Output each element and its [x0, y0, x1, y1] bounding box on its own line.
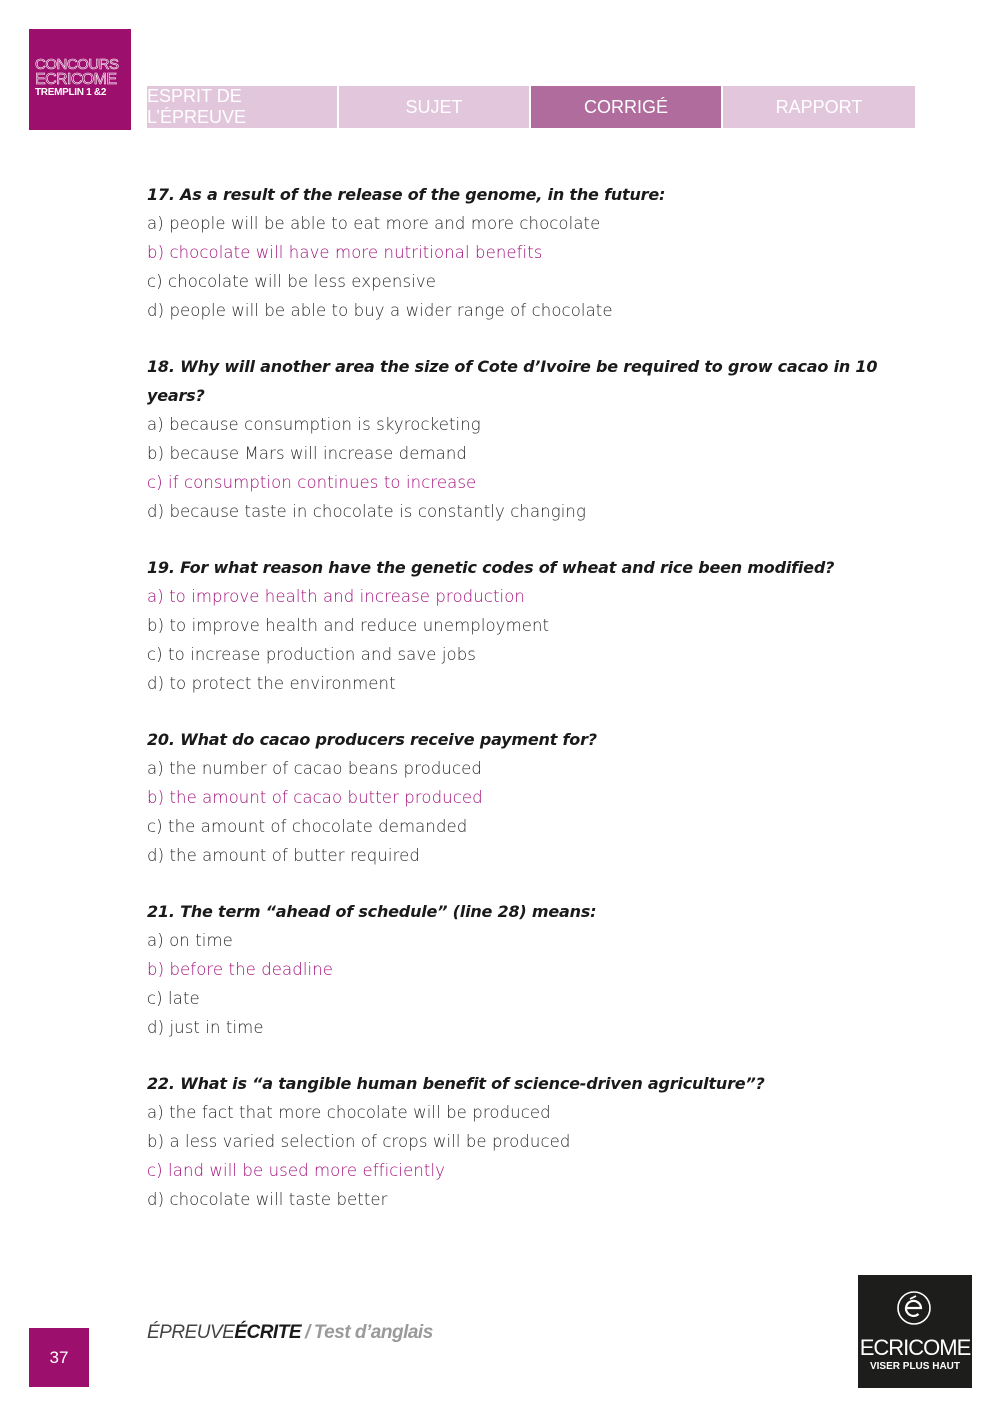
- answer-option: c) to increase production and save jobs: [147, 645, 477, 664]
- question-title: 19. For what reason have the genetic codes of wheat and rice been modified?: [147, 558, 835, 577]
- answer-option: a) on time: [147, 931, 233, 950]
- answer-option: d) just in time: [147, 1018, 264, 1037]
- question-title: 17. As a result of the release of the genome, in the future:: [147, 185, 666, 204]
- question-block: [147, 1069, 907, 1214]
- answer-option: c) the amount of chocolate demanded: [147, 817, 468, 836]
- question-block: [147, 553, 907, 698]
- answer-option-correct: c) if consumption continues to increase: [147, 473, 477, 492]
- logo-line-concours: CONCOURS: [35, 56, 119, 73]
- tab-corrige[interactable]: CORRIGÉ: [531, 86, 721, 128]
- answer-option: a) the fact that more chocolate will be produced: [147, 1103, 551, 1122]
- answer-option-correct: b) chocolate will have more nutritional benefits: [147, 243, 543, 262]
- brand-tagline: VISER PLUS HAUT: [869, 1361, 960, 1372]
- question-title: 22. What is “a tangible human benefit of science-driven agriculture”?: [147, 1074, 765, 1093]
- answer-option: d) people will be able to buy a wider range of chocolate: [147, 301, 613, 320]
- answer-option-correct: c) land will be used more efficiently: [147, 1161, 446, 1180]
- logo-line-tremplin: TREMPLIN 1 &2: [35, 87, 107, 98]
- answer-option: c) late: [147, 989, 200, 1008]
- concours-ecricome-logo: [29, 29, 131, 130]
- answer-option-correct: b) the amount of cacao butter produced: [147, 788, 483, 807]
- page-number: 37: [29, 1328, 89, 1387]
- answer-option: d) to protect the environment: [147, 674, 396, 693]
- brand-name: ECRICOME: [859, 1335, 971, 1360]
- footer-epreuve: ÉPREUVE: [147, 1322, 235, 1343]
- footer-subject: Test d’anglais: [313, 1322, 433, 1343]
- section-tabs: [147, 86, 915, 128]
- answer-option: d) the amount of butter required: [147, 846, 420, 865]
- answer-option: b) to improve health and reduce unemployment: [147, 616, 550, 635]
- answer-option: d) because taste in chocolate is constantly changing: [147, 502, 586, 521]
- answer-option: b) a less varied selection of crops will be produced: [147, 1132, 571, 1151]
- tab-rapport[interactable]: RAPPORT: [723, 86, 915, 128]
- tab-esprit-de-l-epreuve[interactable]: ESPRIT DE L’ÉPREUVE: [147, 86, 337, 128]
- logo-line-ecricome: ECRICOME: [35, 71, 117, 88]
- questions-list: [147, 180, 907, 1241]
- footer-slash: /: [305, 1322, 310, 1343]
- question-block: [147, 180, 907, 325]
- question-title: 20. What do cacao producers receive payment for?: [147, 730, 597, 749]
- ecricome-brand-logo: [858, 1275, 972, 1388]
- ecricome-e-icon: [896, 1290, 932, 1326]
- answer-option: b) because Mars will increase demand: [147, 444, 468, 463]
- question-block: [147, 352, 907, 526]
- answer-option: c) chocolate will be less expensive: [147, 272, 436, 291]
- answer-option-correct: b) before the deadline: [147, 960, 334, 979]
- question-title: 21. The term “ahead of schedule” (line 28) means:: [147, 902, 597, 921]
- answer-option: a) the number of cacao beans produced: [147, 759, 482, 778]
- question-title: 18. Why will another area the size of Cote d’Ivoire be required to grow cacao in 10 years?: [147, 357, 878, 405]
- answer-option-correct: a) to improve health and increase production: [147, 587, 525, 606]
- footer-ecrite: ÉCRITE: [234, 1322, 301, 1343]
- answer-option: a) because consumption is skyrocketing: [147, 415, 481, 434]
- answer-option: d) chocolate will taste better: [147, 1190, 388, 1209]
- question-block: [147, 725, 907, 870]
- footer-title: [147, 1322, 433, 1344]
- question-block: [147, 897, 907, 1042]
- tab-sujet[interactable]: SUJET: [339, 86, 529, 128]
- answer-option: a) people will be able to eat more and more chocolate: [147, 214, 601, 233]
